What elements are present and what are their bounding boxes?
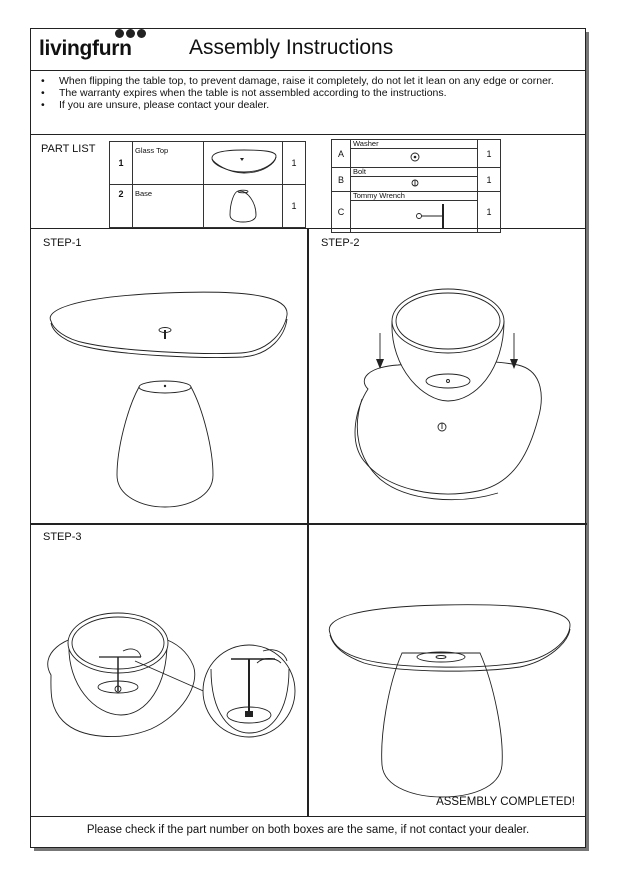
- header: [31, 29, 585, 71]
- table-row: [110, 142, 306, 185]
- brand-logo: livingfurn: [39, 37, 132, 60]
- bolt-icon: [159, 328, 171, 340]
- main-parts-table: [109, 141, 306, 228]
- bolt-icon: [351, 177, 477, 189]
- hardware-qty: 1: [478, 192, 501, 233]
- hardware-cell: [351, 168, 478, 192]
- part-number: 1: [110, 142, 133, 185]
- page-title: Assembly Instructions: [189, 36, 394, 59]
- part-qty: 1: [283, 142, 306, 185]
- washer-icon: [351, 149, 477, 165]
- notes-section: [31, 71, 585, 135]
- steps-grid: [31, 229, 585, 817]
- part-image: [204, 185, 283, 228]
- table-row: [332, 192, 501, 233]
- table-row: [110, 185, 306, 228]
- note-item: • The warranty expires when the table is not assembled according to the instructions.: [39, 87, 554, 99]
- hardware-letter: B: [332, 168, 351, 192]
- wrench-icon: [351, 201, 477, 230]
- note-item: • When flipping the table top, to prevent damage, raise it completely, do not let it lean on any edge or corner.: [39, 75, 554, 87]
- footer-note: Please check if the part number on both boxes are the same, if not contact your dealer.: [86, 824, 530, 836]
- hardware-table: [331, 139, 501, 233]
- bolt-icon: [438, 423, 446, 431]
- glass-top-icon: [204, 142, 282, 182]
- base-icon: [204, 185, 282, 225]
- notes-list: [39, 75, 554, 111]
- parts-section: [31, 135, 585, 229]
- step-3-label: STEP-3: [43, 531, 82, 543]
- instruction-sheet: [30, 28, 586, 848]
- part-image: [204, 142, 283, 185]
- step-1-illustration: [31, 229, 307, 523]
- part-number: 2: [110, 185, 133, 228]
- page-shadow-bottom: [34, 848, 589, 851]
- assembly-completed-label: ASSEMBLY COMPLETED!: [436, 796, 575, 808]
- table-row: [332, 140, 501, 168]
- hardware-name: Tommy Wrench: [351, 192, 477, 201]
- hardware-name: Washer: [351, 140, 477, 149]
- zoom-detail-icon: [203, 645, 295, 737]
- hardware-qty: 1: [478, 140, 501, 168]
- step-2-illustration: [308, 229, 587, 523]
- completed-illustration: [308, 525, 587, 817]
- step-2-label: STEP-2: [321, 237, 360, 249]
- hardware-letter: A: [332, 140, 351, 168]
- hardware-letter: C: [332, 192, 351, 233]
- step-1-label: STEP-1: [43, 237, 82, 249]
- parts-label: PART LIST: [41, 143, 96, 155]
- note-item: • If you are unsure, please contact your dealer.: [39, 99, 554, 111]
- part-name: Glass Top: [133, 142, 204, 185]
- part-qty: 1: [283, 185, 306, 228]
- hardware-cell: [351, 192, 478, 233]
- hardware-qty: 1: [478, 168, 501, 192]
- table-row: [332, 168, 501, 192]
- part-name: Base: [133, 185, 204, 228]
- hardware-cell: [351, 140, 478, 168]
- footer: [31, 817, 585, 847]
- hardware-name: Bolt: [351, 168, 477, 177]
- step-3-illustration: [31, 525, 307, 817]
